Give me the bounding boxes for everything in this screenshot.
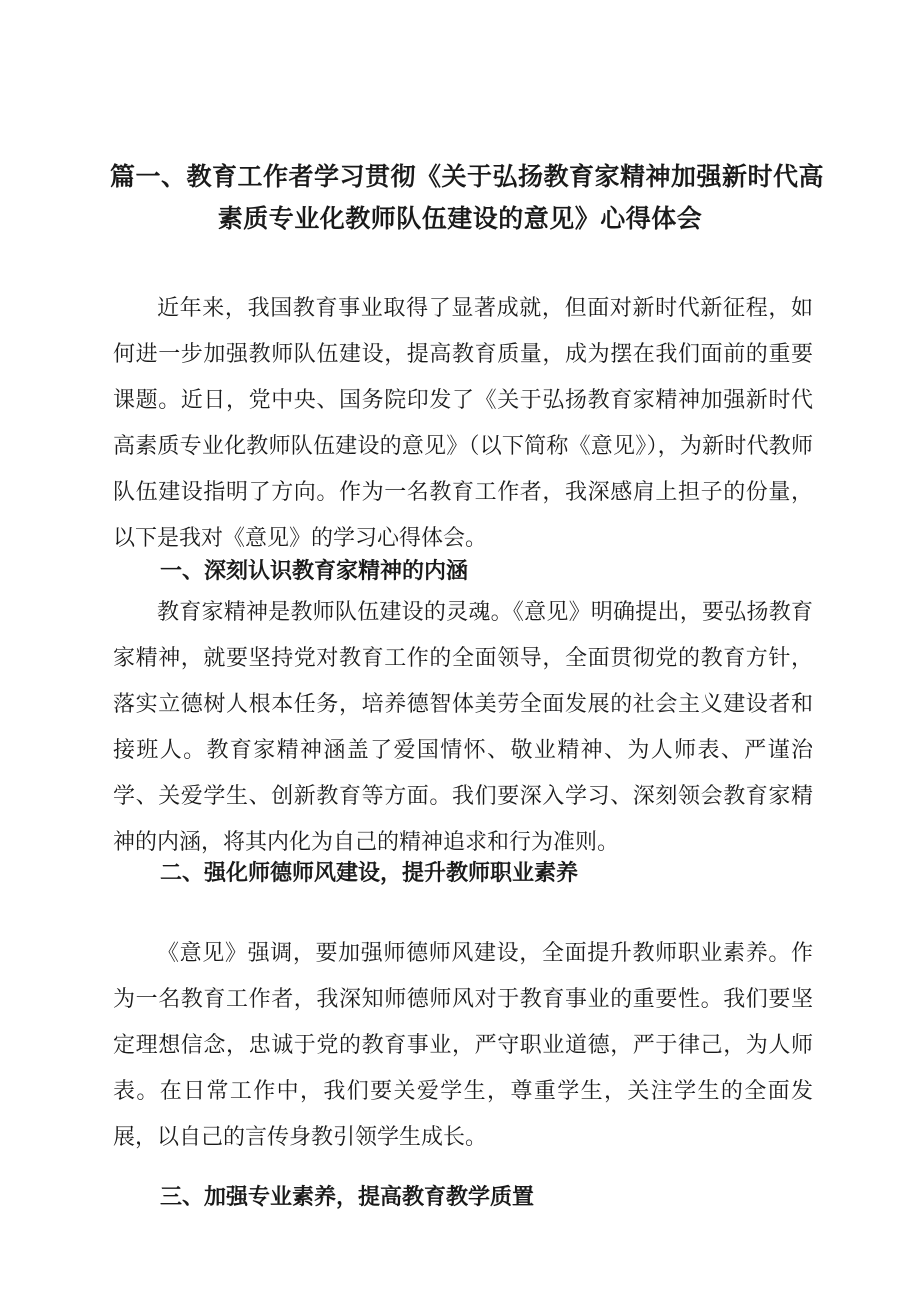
- section-1-heading: 一、深刻认识教育家精神的内涵: [160, 559, 469, 584]
- document-title-line-2: 素质专业化教师队伍建设的意见》心得体会: [217, 204, 703, 233]
- section-2-heading: 二、强化师德师风建设，提升教师职业素养: [160, 861, 579, 886]
- document-title-line-1: 篇一、教育工作者学习贯彻《关于弘扬教育家精神加强新时代高: [110, 162, 825, 191]
- section-1-paragraph: 教育家精神是教师队伍建设的灵魂。《意见》明确提出，要弘扬教育家精神，就要坚持党对教育工作的全面领导，全面贯彻党的教育方针，落实立德树人根本任务，培养德智体美劳全面发展的社会主义建设者和接班人。教育家精神涵盖了爱国情怀、敬业精神、为人师表、严谨治学、关爱学生、创新教育等方面。我们要深入学习、深刻领会教育家精神的内涵，将其内化为自己的精神追求和行为准则。: [113, 600, 813, 855]
- section-3-heading: 三、加强专业素养，提高教育教学质置: [160, 1185, 535, 1210]
- section-2-paragraph: 《意见》强调，要加强师德师风建设，全面提升教师职业素养。作为一名教育工作者，我深知师德师风对于教育事业的重要性。我们要坚定理想信念，忠诚于党的教育事业，严守职业道德，严于律己，为人师表。在日常工作中，我们要关爱学生，尊重学生，关注学生的全面发展，以自己的言传身教引领学生成长。: [113, 941, 813, 1150]
- intro-paragraph: 近年来，我国教育事业取得了显著成就，但面对新时代新征程，如何进一步加强教师队伍建设，提高教育质量，成为摆在我们面前的重要课题。近日，党中央、国务院印发了《关于弘扬教育家精神加强新时代高素质专业化教师队伍建设的意见》（以下简称《意见》），为新时代教师队伍建设指明了方向。作为一名教育工作者，我深感肩上担子的份量，以下是我对《意见》的学习心得体会。: [113, 296, 813, 551]
